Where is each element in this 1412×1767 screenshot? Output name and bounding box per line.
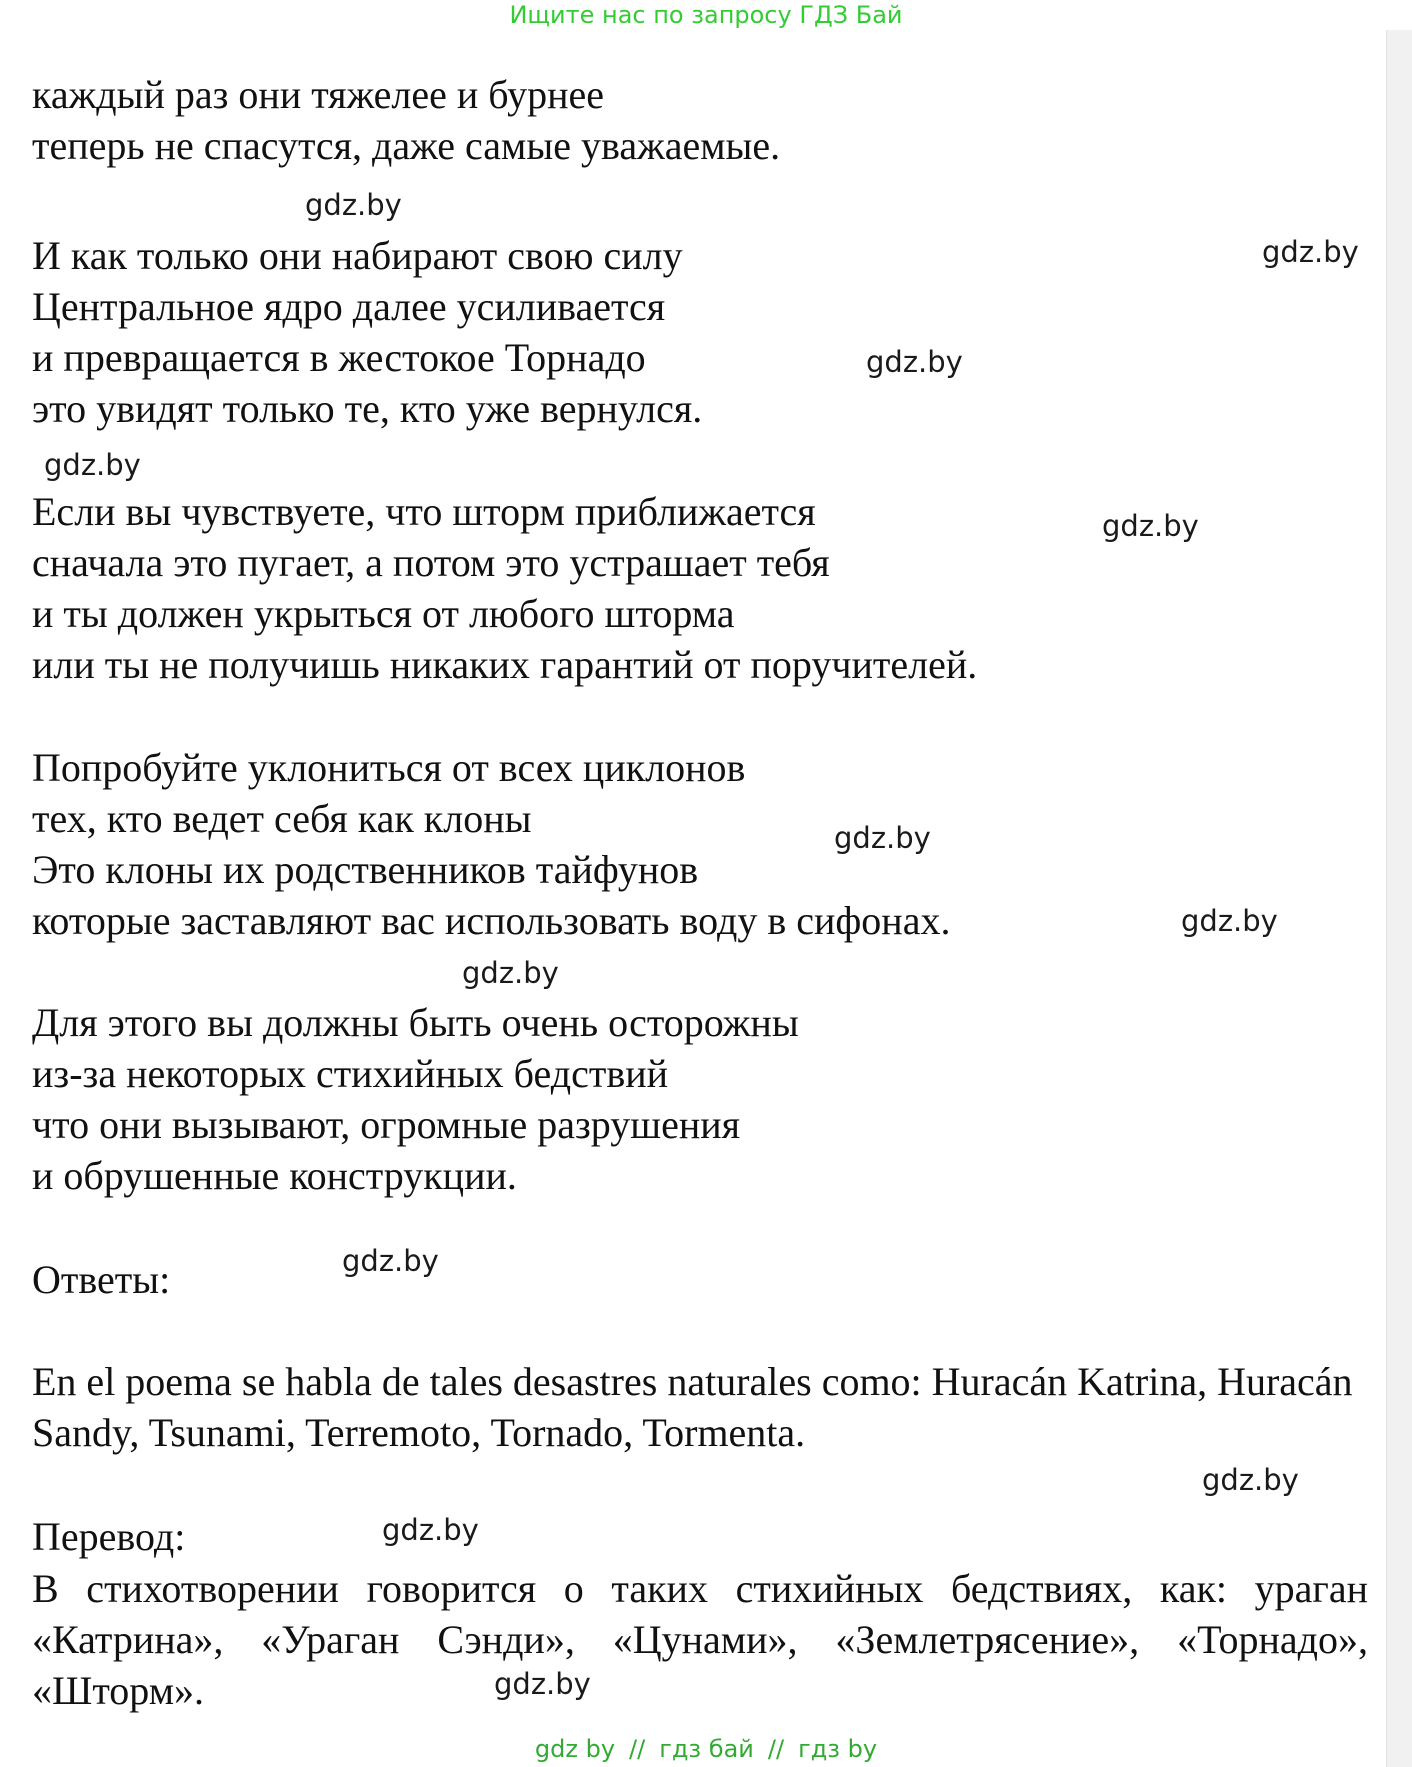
watermark: gdz.by (342, 1244, 439, 1278)
poem-line: каждый раз они тяжелее и бурнее (32, 72, 605, 117)
translation-line: «Шторм». (32, 1668, 205, 1713)
watermark: gdz.by (305, 188, 402, 222)
footer-link-gdz-by[interactable]: gdz by (534, 1735, 616, 1763)
footer-links (0, 1734, 1412, 1764)
poem-line: Для этого вы должны быть очень осторожны (32, 1000, 799, 1045)
header-search-link[interactable]: Ищите нас по запросу ГДЗ Бай (509, 1, 903, 29)
watermark: gdz.by (1181, 904, 1278, 938)
watermark: gdz.by (494, 1667, 591, 1701)
footer-separator: // (629, 1735, 646, 1763)
poem-line: Попробуйте уклониться от всех циклонов (32, 745, 746, 790)
answers-heading: Ответы: (32, 1257, 171, 1302)
watermark: gdz.by (382, 1513, 479, 1547)
watermark: gdz.by (1102, 509, 1199, 543)
poem-line: сначала это пугает, а потом это устрашает тебя (32, 540, 830, 585)
poem-line: Центральное ядро далее усиливается (32, 284, 666, 329)
poem-line: И как только они набирают свою силу (32, 233, 683, 278)
poem-line: которые заставляют вас использовать воду в сифонах. (32, 898, 951, 943)
answer-spanish-line: Sandy, Tsunami, Terremoto, Tornado, Tormenta. (32, 1410, 806, 1455)
translation-line: В стихотворении говорится о таких стихийных бедствиях, как: ураган (32, 1566, 1368, 1611)
translation-heading: Перевод: (32, 1514, 186, 1559)
watermark: gdz.by (44, 448, 141, 482)
footer-link-gdz-by-cyr[interactable]: гдз by (798, 1735, 878, 1763)
watermark: gdz.by (834, 821, 931, 855)
poem-line: Если вы чувствуете, что шторм приближается (32, 489, 816, 534)
translation-paragraph (32, 1563, 1368, 1716)
watermark: gdz.by (1202, 1463, 1299, 1497)
poem-line: и превращается в жестокое Торнадо (32, 335, 646, 380)
poem-line: тех, кто ведет себя как клоны (32, 796, 532, 841)
poem-line: теперь не спасутся, даже самые уважаемые. (32, 123, 781, 168)
poem-line: это увидят только те, кто уже вернулся. (32, 386, 703, 431)
answer-spanish-line: En el poema se habla de tales desastres naturales como: Huracán Katrina, Huracán (32, 1359, 1353, 1404)
scrollbar-track[interactable] (1386, 30, 1412, 1767)
watermark: gdz.by (1262, 235, 1359, 269)
poem-line: или ты не получишь никаких гарантий от поручителей. (32, 642, 978, 687)
poem-line: и обрушенные конструкции. (32, 1153, 517, 1198)
poem-line: что они вызывают, огромные разрушения (32, 1102, 741, 1147)
footer-link-gdz-bai[interactable]: гдз бай (659, 1735, 754, 1763)
poem-line: и ты должен укрыться от любого шторма (32, 591, 735, 636)
poem-line: из-за некоторых стихийных бедствий (32, 1051, 669, 1096)
translation-line: «Катрина», «Ураган Сэнди», «Цунами», «Землетрясение», «Торнадо», (32, 1617, 1368, 1662)
watermark: gdz.by (866, 345, 963, 379)
footer-separator: // (767, 1735, 785, 1763)
watermark: gdz.by (462, 956, 559, 990)
poem-line: Это клоны их родственников тайфунов (32, 847, 699, 892)
